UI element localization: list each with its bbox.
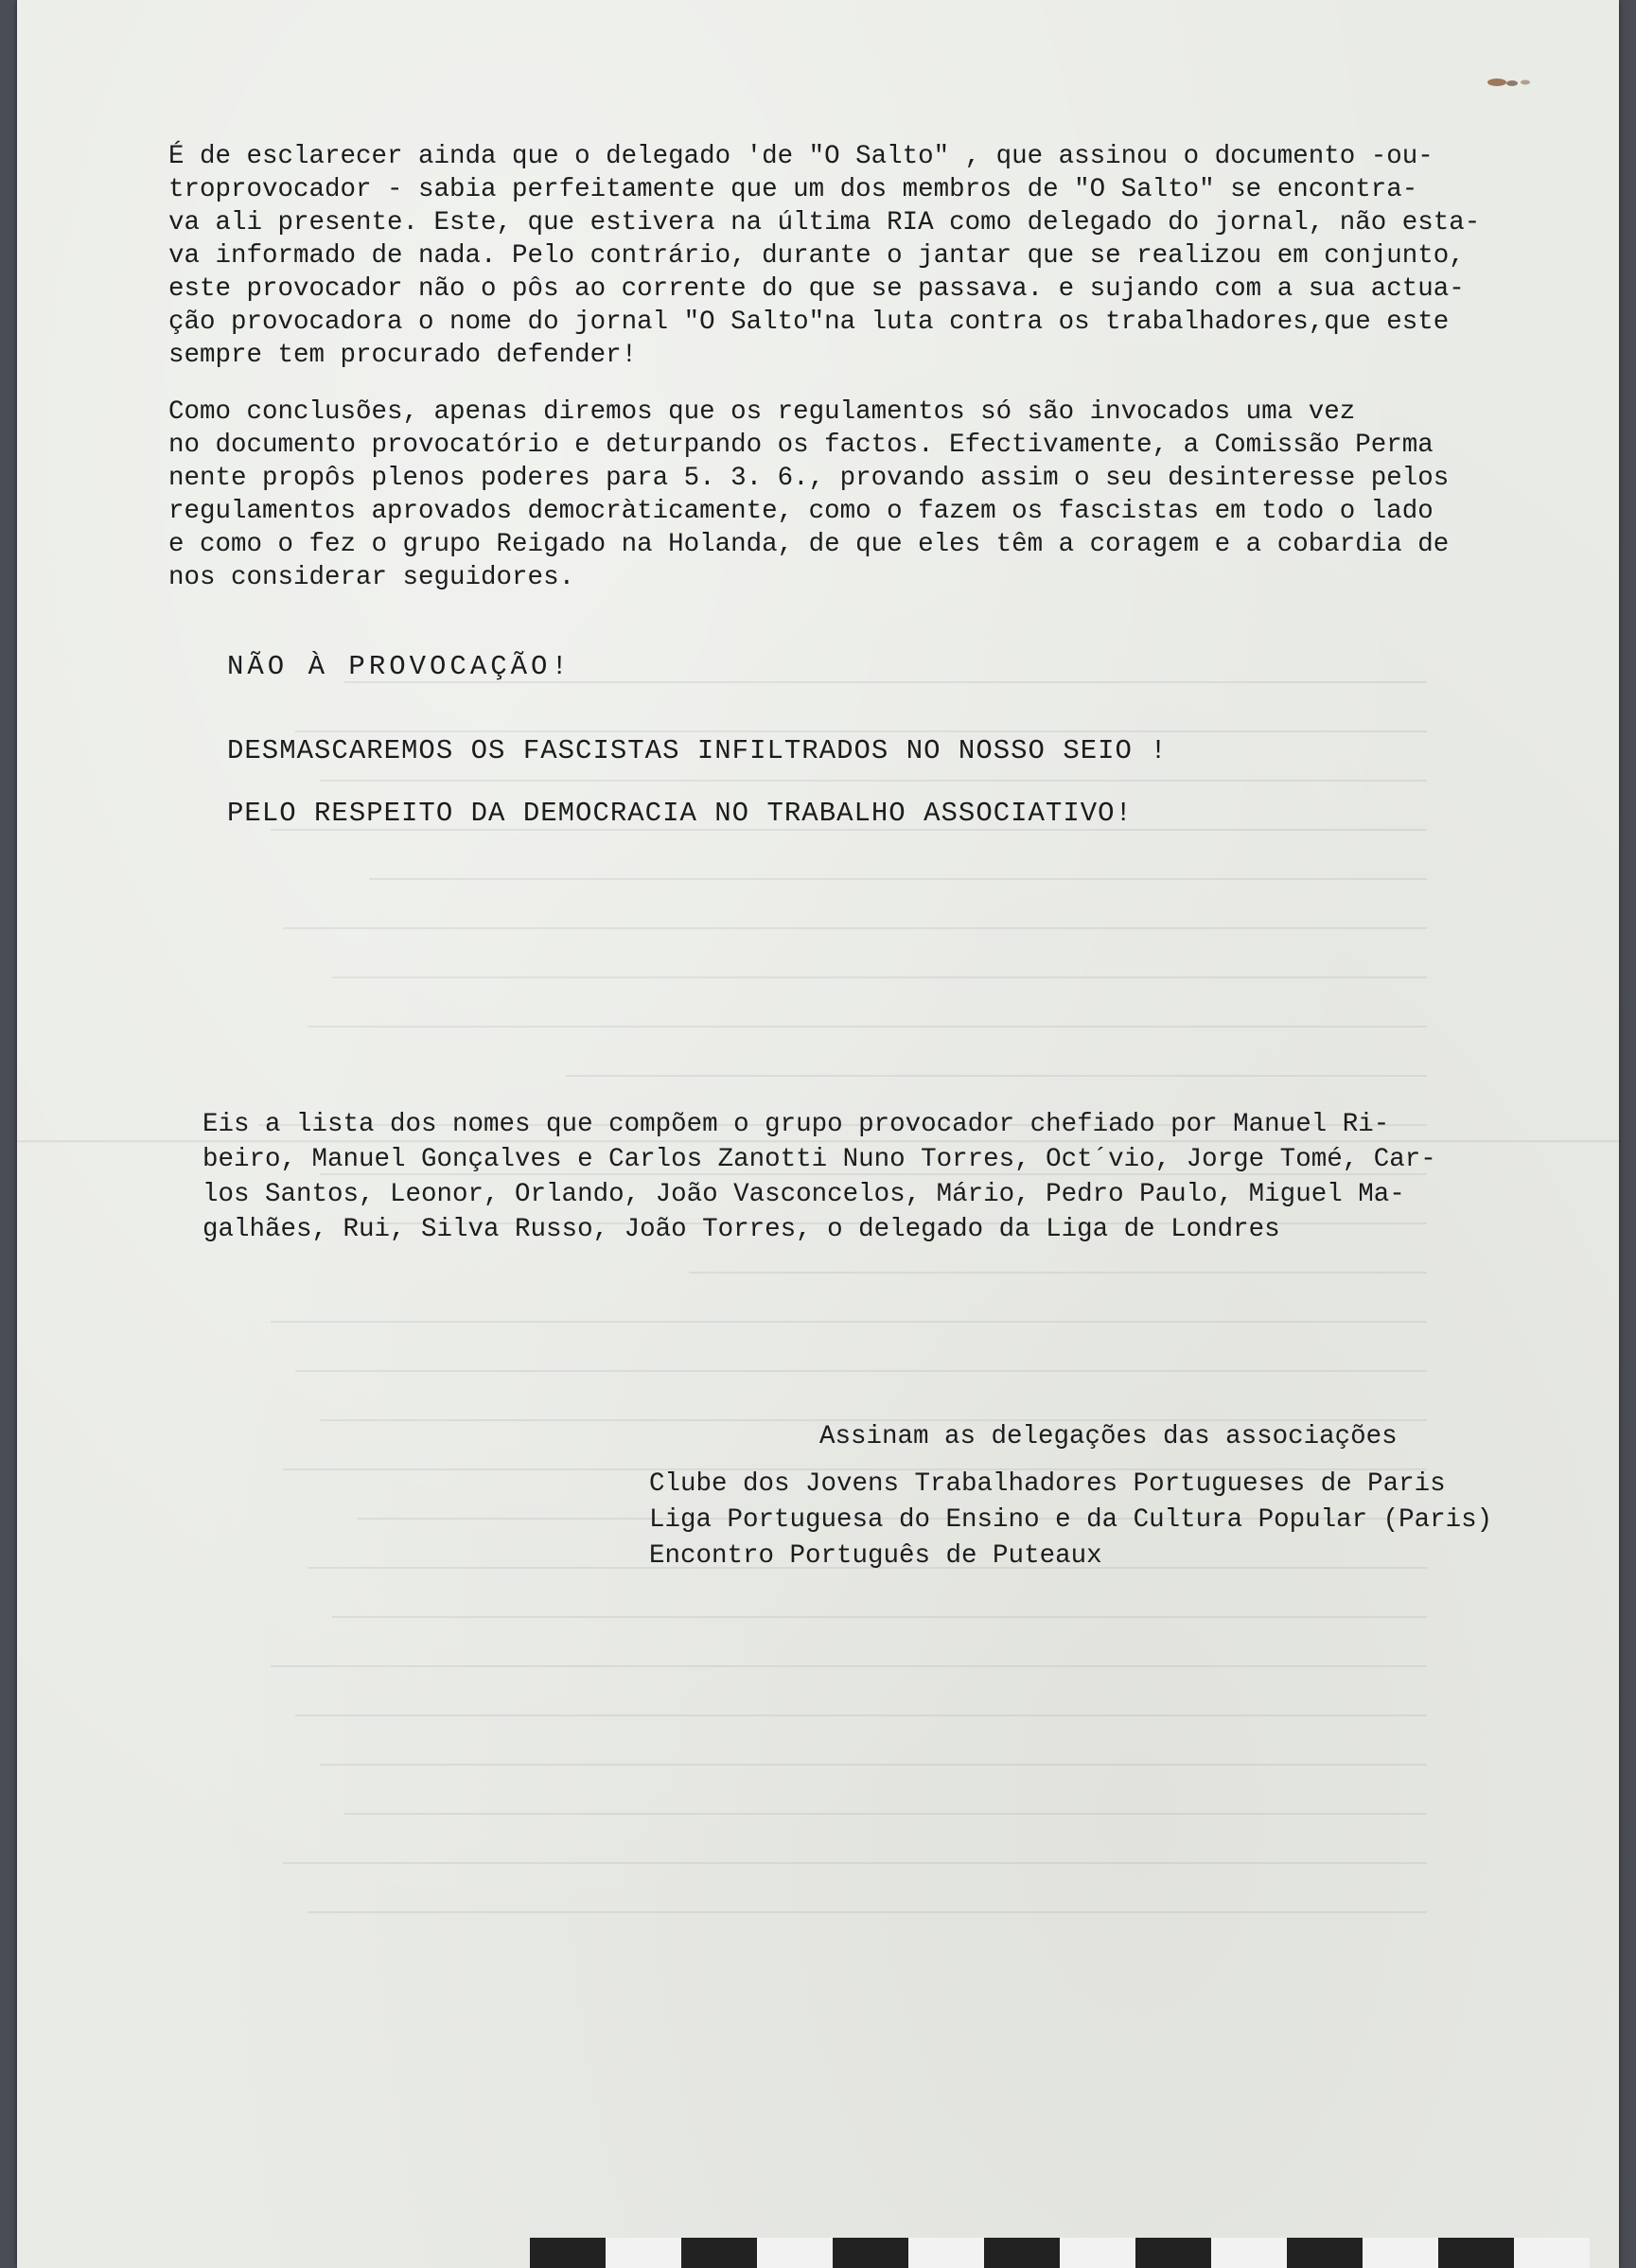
scan-color-scale-bar bbox=[530, 2238, 1590, 2268]
text-line: regulamentos aprovados democràticamente, como o fazem os fascistas em todo o lado bbox=[168, 497, 1434, 526]
scale-segment bbox=[606, 2238, 681, 2268]
text-line: Como conclusões, apenas diremos que os regulamentos só são invocados uma vez bbox=[168, 397, 1356, 427]
slogan-no-provocation: NÃO À PROVOCAÇÃO! bbox=[227, 651, 572, 682]
text-line: nos considerar seguidores. bbox=[168, 563, 575, 592]
signatures-block bbox=[649, 1419, 1557, 1574]
association-item: Encontro Português de Puteaux bbox=[649, 1541, 1102, 1571]
scale-segment bbox=[1135, 2238, 1211, 2268]
text-line: va ali presente. Este, que estivera na última RIA como delegado do jornal, não esta- bbox=[168, 208, 1481, 237]
scale-segment bbox=[1211, 2238, 1287, 2268]
clarification-paragraph bbox=[168, 140, 1522, 372]
text-line: este provocador não o pôs ao corrente do que se passava. e sujando com a sua actua- bbox=[168, 274, 1465, 304]
text-line: beiro, Manuel Gonçalves e Carlos Zanotti Nuno Torres, Oct´vio, Jorge Tomé, Car- bbox=[202, 1145, 1436, 1174]
slogan-unmask-fascists: DESMASCAREMOS OS FASCISTAS INFILTRADOS NO NOSSO SEIO ! bbox=[227, 735, 1168, 766]
scale-segment bbox=[1363, 2238, 1438, 2268]
scale-segment bbox=[681, 2238, 757, 2268]
text-line: galhães, Rui, Silva Russo, João Torres, o delegado da Liga de Londres bbox=[202, 1215, 1280, 1244]
scale-segment bbox=[1514, 2238, 1590, 2268]
text-line: e como o fez o grupo Reigado na Holanda, de que eles têm a coragem e a cobardia de bbox=[168, 530, 1450, 559]
ink-stain-mark bbox=[1484, 76, 1533, 89]
text-line: no documento provocatório e deturpando os factos. Efectivamente, a Comissão Perma bbox=[168, 431, 1434, 460]
scale-segment bbox=[908, 2238, 984, 2268]
text-line: É de esclarecer ainda que o delegado 'de "O Salto" , que assinou o documento -ou- bbox=[168, 142, 1434, 171]
text-line: troprovocador - sabia perfeitamente que um dos membros de "O Salto" se encontra- bbox=[168, 175, 1418, 204]
scale-segment bbox=[833, 2238, 908, 2268]
scale-segment bbox=[1287, 2238, 1363, 2268]
association-item: Clube dos Jovens Trabalhadores Portugueses de Paris bbox=[649, 1469, 1446, 1499]
association-item: Liga Portuguesa do Ensino e da Cultura Popular (Paris) bbox=[649, 1505, 1493, 1535]
scale-segment bbox=[530, 2238, 606, 2268]
text-line: nente propôs plenos poderes para 5. 3. 6., provando assim o seu desinteresse pelos bbox=[168, 464, 1450, 493]
scale-segment bbox=[1438, 2238, 1514, 2268]
text-line: ção provocadora o nome do jornal "O Salto"na luta contra os trabalhadores,que este bbox=[168, 308, 1450, 337]
provocateur-names-paragraph bbox=[202, 1107, 1546, 1247]
association-list bbox=[649, 1467, 1557, 1574]
scale-segment bbox=[1060, 2238, 1135, 2268]
scale-segment bbox=[984, 2238, 1060, 2268]
text-line: Eis a lista dos nomes que compõem o grupo provocador chefiado por Manuel Ri- bbox=[202, 1110, 1390, 1139]
text-line: los Santos, Leonor, Orlando, João Vasconcelos, Mário, Pedro Paulo, Miguel Ma- bbox=[202, 1180, 1405, 1209]
text-line: sempre tem procurado defender! bbox=[168, 341, 638, 370]
slogan-respect-democracy: PELO RESPEITO DA DEMOCRACIA NO TRABALHO ASSOCIATIVO! bbox=[227, 798, 1133, 829]
signatures-heading: Assinam as delegações das associações bbox=[819, 1422, 1398, 1451]
text-line: va informado de nada. Pelo contrário, durante o jantar que se realizou em conjunto, bbox=[168, 241, 1465, 271]
conclusions-paragraph bbox=[168, 396, 1522, 594]
document-page bbox=[17, 0, 1619, 2268]
scale-segment bbox=[757, 2238, 833, 2268]
